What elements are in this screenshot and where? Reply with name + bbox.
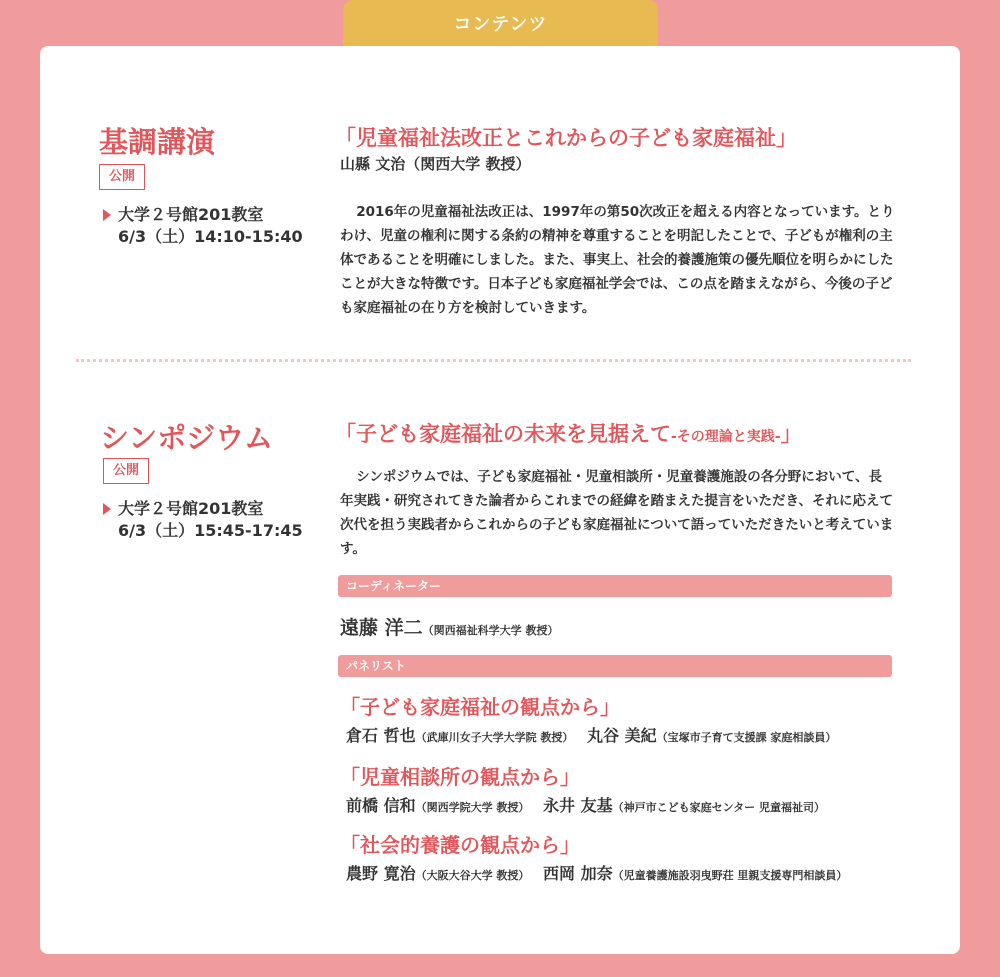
panelist-affiliation: （関西学院大学 教授）	[415, 801, 530, 814]
panelist-affiliation: （大阪大谷大学 教授）	[415, 869, 530, 882]
coordinator-label-bar: コーディネーター	[338, 575, 892, 597]
panelist-name: 倉石 哲也	[346, 726, 416, 745]
contents-card	[40, 46, 960, 954]
symposium-venue: 大学２号館201教室	[118, 499, 264, 518]
triangle-bullet-icon	[103, 503, 111, 515]
symposium-title: シンポジウム	[100, 421, 273, 455]
panelist-affiliation: （宝塚市子育て支援課 家庭相談員）	[656, 731, 837, 744]
keynote-venue: 大学２号館201教室	[118, 205, 264, 224]
panel-1-speakers	[346, 723, 844, 746]
panelist-name: 西岡 加奈	[543, 864, 613, 883]
triangle-bullet-icon	[103, 209, 111, 221]
panelist-affiliation: （神戸市こども家庭センター 児童福祉司）	[612, 801, 825, 814]
symposium-description: シンポジウムでは、子ども家庭福祉・児童相談所・児童養護施設の各分野において、長年実践・研究されてきた論者からこれまでの経緯を踏まえた提言をいただき、それに応えて次代を担う実践者からこれからの子ども家庭福祉について語っていただきたいと考えています。	[340, 469, 894, 557]
keynote-schedule	[118, 204, 303, 248]
panelist-affiliation: （武庫川女子大学大学院 教授）	[415, 731, 574, 744]
keynote-description: 2016年の児童福祉法改正は、1997年の第50次改正を超える内容となっています。とりわけ、児童の権利に関する条約の精神を尊重することを明記したことで、子どもが権利の主体であることを明確にしました。また、事実上、社会的養護施策の優先順位を明らかにしたことが大きな特徴です。日本子ども家庭福祉学会では、この点を踏まえながら、今後の子ども家庭福祉の在り方を検討していきます。	[340, 204, 895, 316]
symposium-talk-title-main: 「子ども家庭福祉の未来を見据えて	[335, 422, 671, 446]
section-divider	[76, 359, 911, 362]
coordinator	[340, 613, 558, 640]
panel-3-speakers	[346, 861, 855, 884]
panel-2-title: 「児童相談所の観点から」	[340, 765, 580, 789]
keynote-public-badge: 公開	[99, 164, 145, 190]
panelist-affiliation: （児童養護施設羽曳野荘 里親支援専門相談員）	[612, 869, 848, 882]
panel-3-title: 「社会的養護の観点から」	[340, 833, 580, 857]
keynote-talk-title: 「児童福祉法改正とこれからの子ども家庭福祉」	[335, 126, 797, 150]
keynote-datetime: 6/3（土）14:10-15:40	[118, 227, 303, 246]
panelist-name: 農野 寛治	[346, 864, 416, 883]
symposium-talk-title-end: 」	[780, 422, 802, 446]
symposium-talk-title-sub: -その理論と実践-	[671, 429, 781, 445]
panelist-name: 丸谷 美紀	[587, 726, 657, 745]
panelist-name: 前橋 信和	[346, 796, 416, 815]
symposium-talk-title	[335, 418, 802, 448]
coordinator-affiliation: （関西福祉科学大学 教授）	[422, 624, 559, 637]
symposium-datetime: 6/3（土）15:45-17:45	[118, 521, 303, 540]
keynote-speaker: 山縣 文治（関西大学 教授）	[340, 155, 531, 173]
coordinator-name: 遠藤 洋二	[340, 617, 423, 639]
panelist-label-bar: パネリスト	[338, 655, 892, 677]
panel-2-speakers	[346, 793, 833, 816]
panelist-name: 永井 友基	[543, 796, 613, 815]
panel-1-title: 「子ども家庭福祉の観点から」	[340, 695, 620, 719]
symposium-public-badge: 公開	[103, 458, 149, 484]
contents-tab	[343, 0, 658, 46]
contents-tab-label: コンテンツ	[453, 14, 548, 35]
symposium-schedule	[118, 498, 303, 542]
keynote-title: 基調講演	[99, 125, 216, 159]
